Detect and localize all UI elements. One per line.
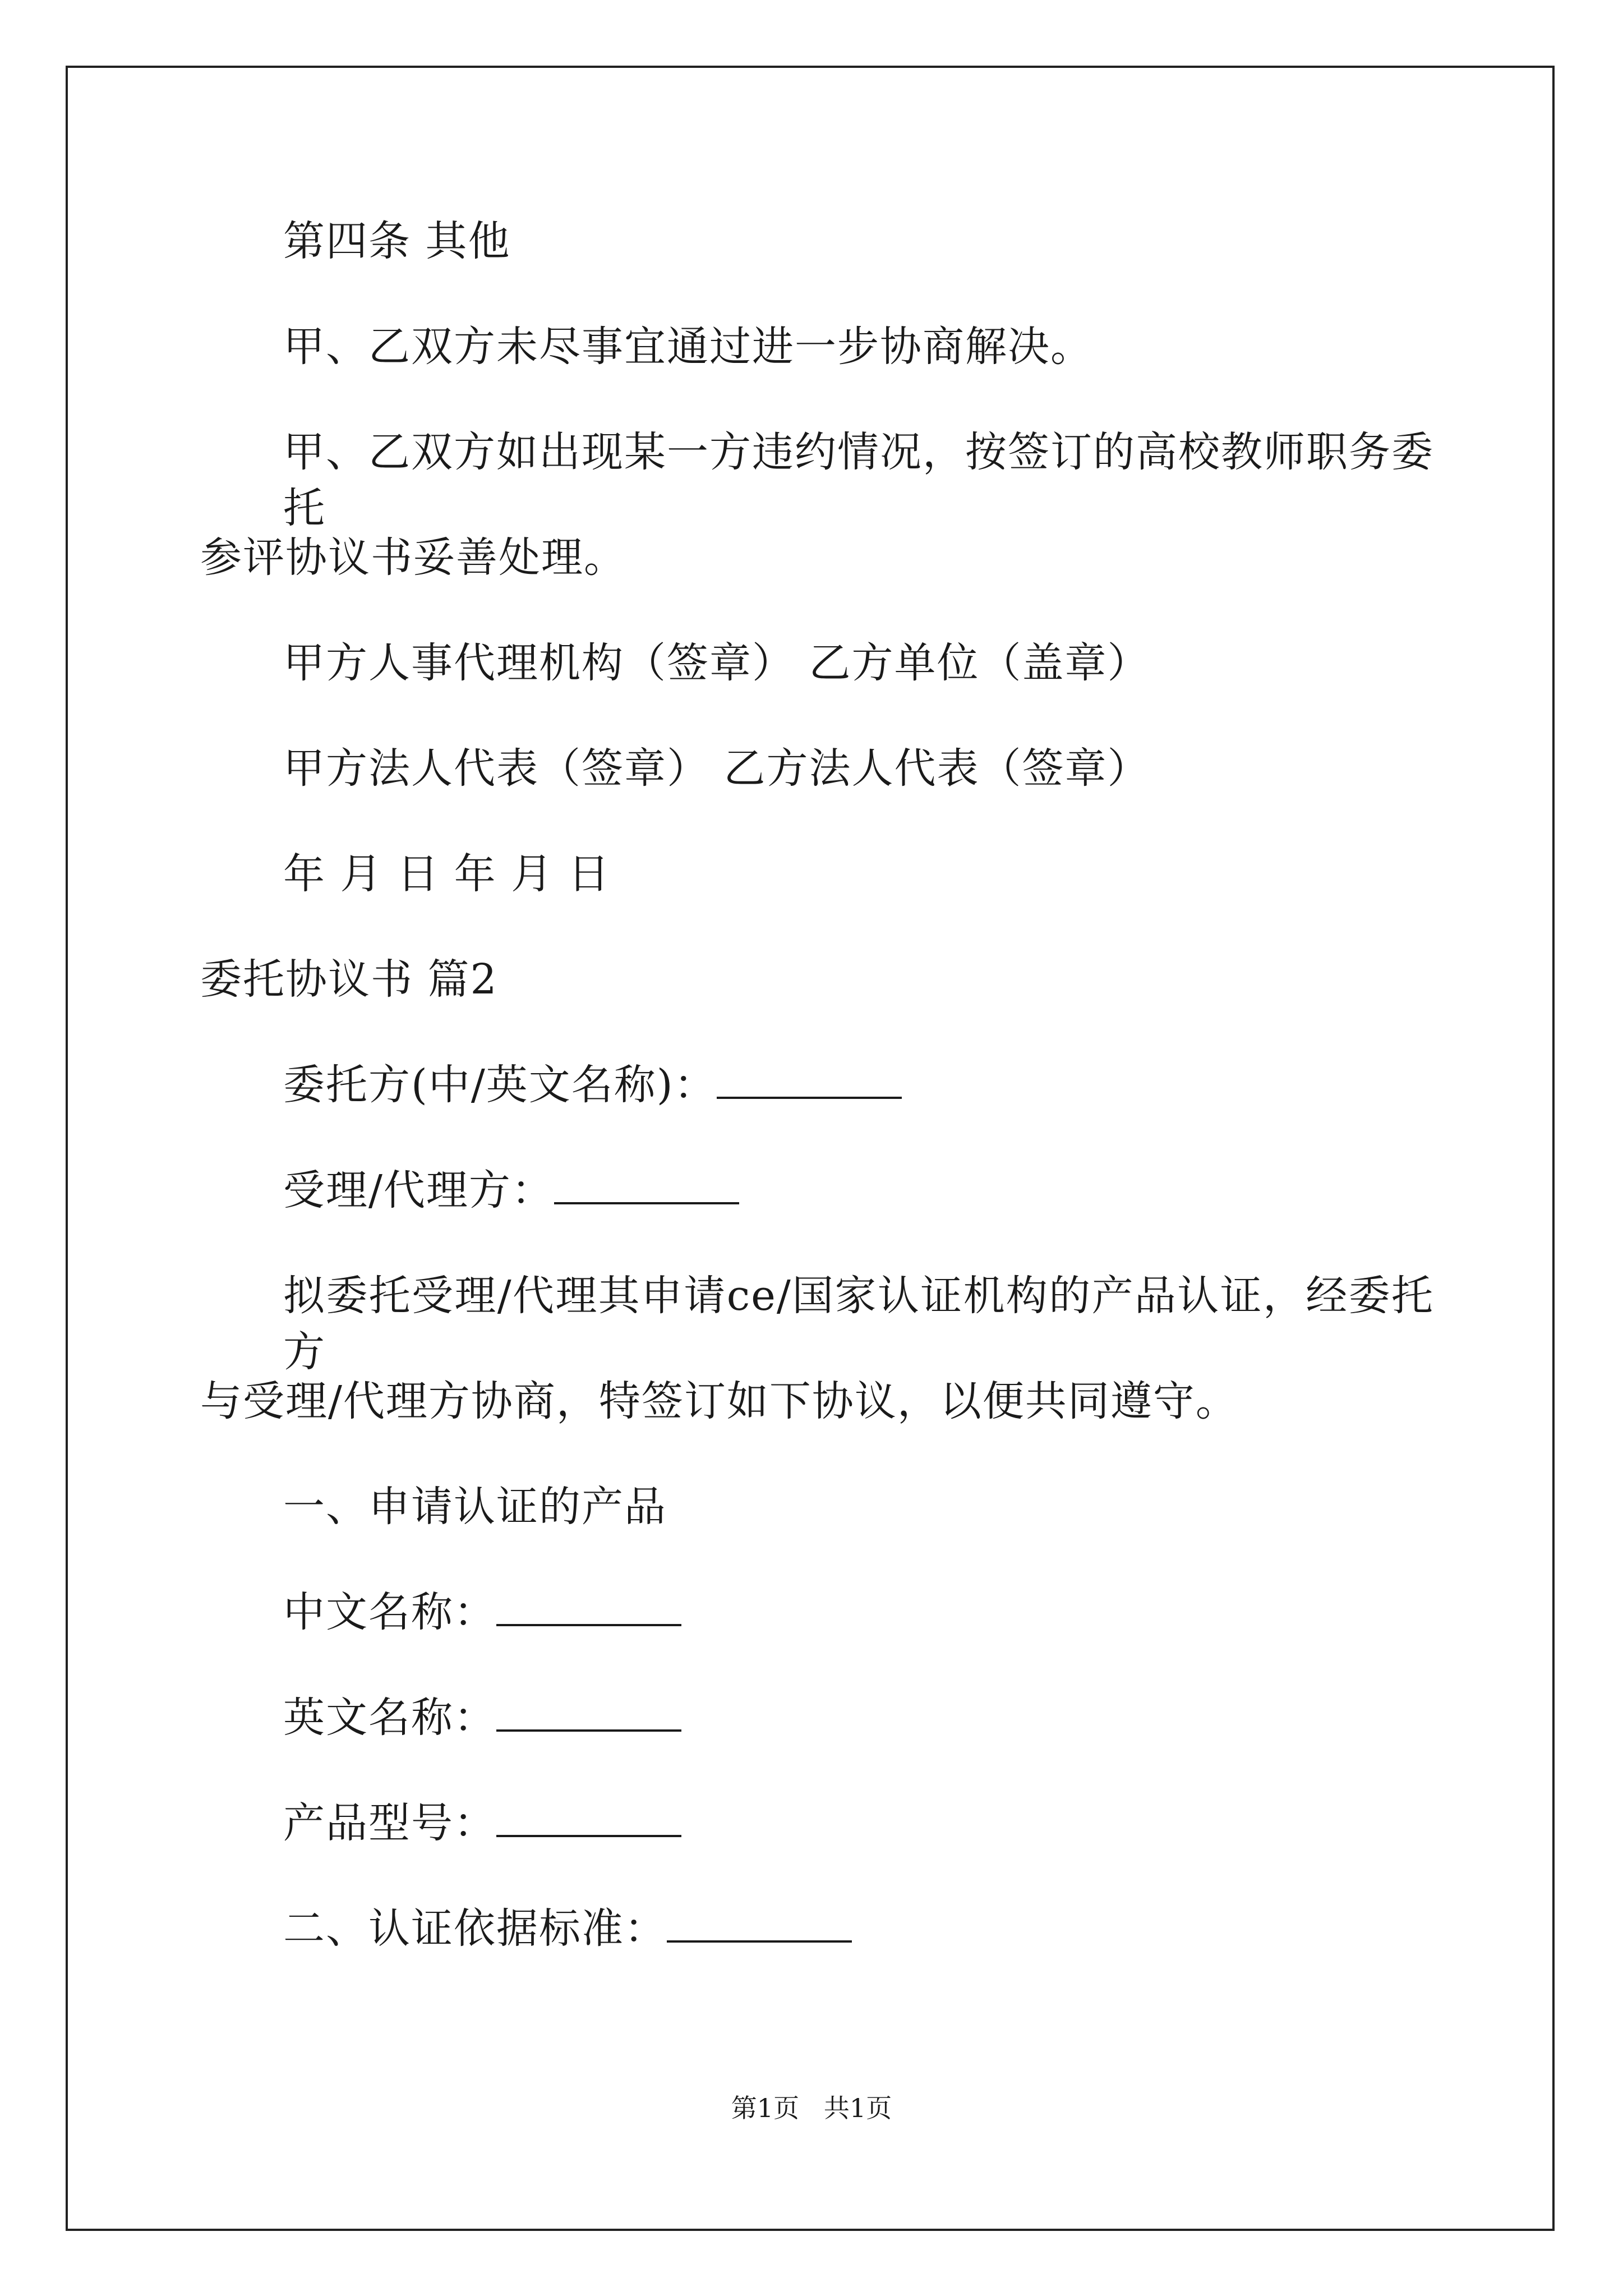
page-footer: 第1页 共1页 bbox=[731, 2093, 892, 2123]
section-heading-products: 一、申请认证的产品 bbox=[283, 1483, 667, 1531]
field-product-model: 产品型号： bbox=[200, 1795, 681, 1851]
fill-in-blank bbox=[717, 1064, 902, 1099]
field-client-name: 委托方(中/英文名称)： bbox=[200, 1057, 902, 1113]
section-title-part-2: 委托协议书 篇2 bbox=[200, 955, 498, 1004]
field-standard: 二、认证依据标准： bbox=[200, 1901, 852, 1957]
paragraph-breach-line-1: 甲、乙双方如出现某一方违约情况，按签订的高校教师职务委托 bbox=[283, 428, 1434, 532]
fill-in-blank bbox=[496, 1697, 681, 1732]
signature-line-legal-rep: 甲方法人代表（签章） 乙方法人代表（签章） bbox=[283, 744, 1150, 793]
paragraph-intent-line-1: 拟委托受理/代理其申请ce/国家认证机构的产品认证，经委托方 bbox=[283, 1272, 1434, 1376]
field-english-name: 英文名称： bbox=[200, 1690, 681, 1746]
article-four-heading: 第四条 其他 bbox=[283, 217, 511, 265]
signature-line-agency: 甲方人事代理机构（签章） 乙方单位（盖章） bbox=[283, 639, 1150, 687]
field-agent-name: 受理/代理方： bbox=[200, 1162, 739, 1218]
fill-in-blank bbox=[496, 1591, 681, 1626]
paragraph-negotiation: 甲、乙双方未尽事宜通过进一步协商解决。 bbox=[283, 323, 1093, 371]
fill-in-blank bbox=[667, 1908, 852, 1943]
fill-in-blank bbox=[496, 1802, 681, 1837]
paragraph-breach-line-2: 参评协议书妥善处理。 bbox=[200, 533, 626, 582]
date-line: 年 月 日 年 月 日 bbox=[283, 850, 611, 898]
fill-in-blank bbox=[554, 1170, 739, 1204]
paragraph-intent-line-2: 与受理/代理方协商，特签订如下协议，以便共同遵守。 bbox=[200, 1377, 1238, 1425]
field-chinese-name: 中文名称： bbox=[200, 1584, 681, 1640]
